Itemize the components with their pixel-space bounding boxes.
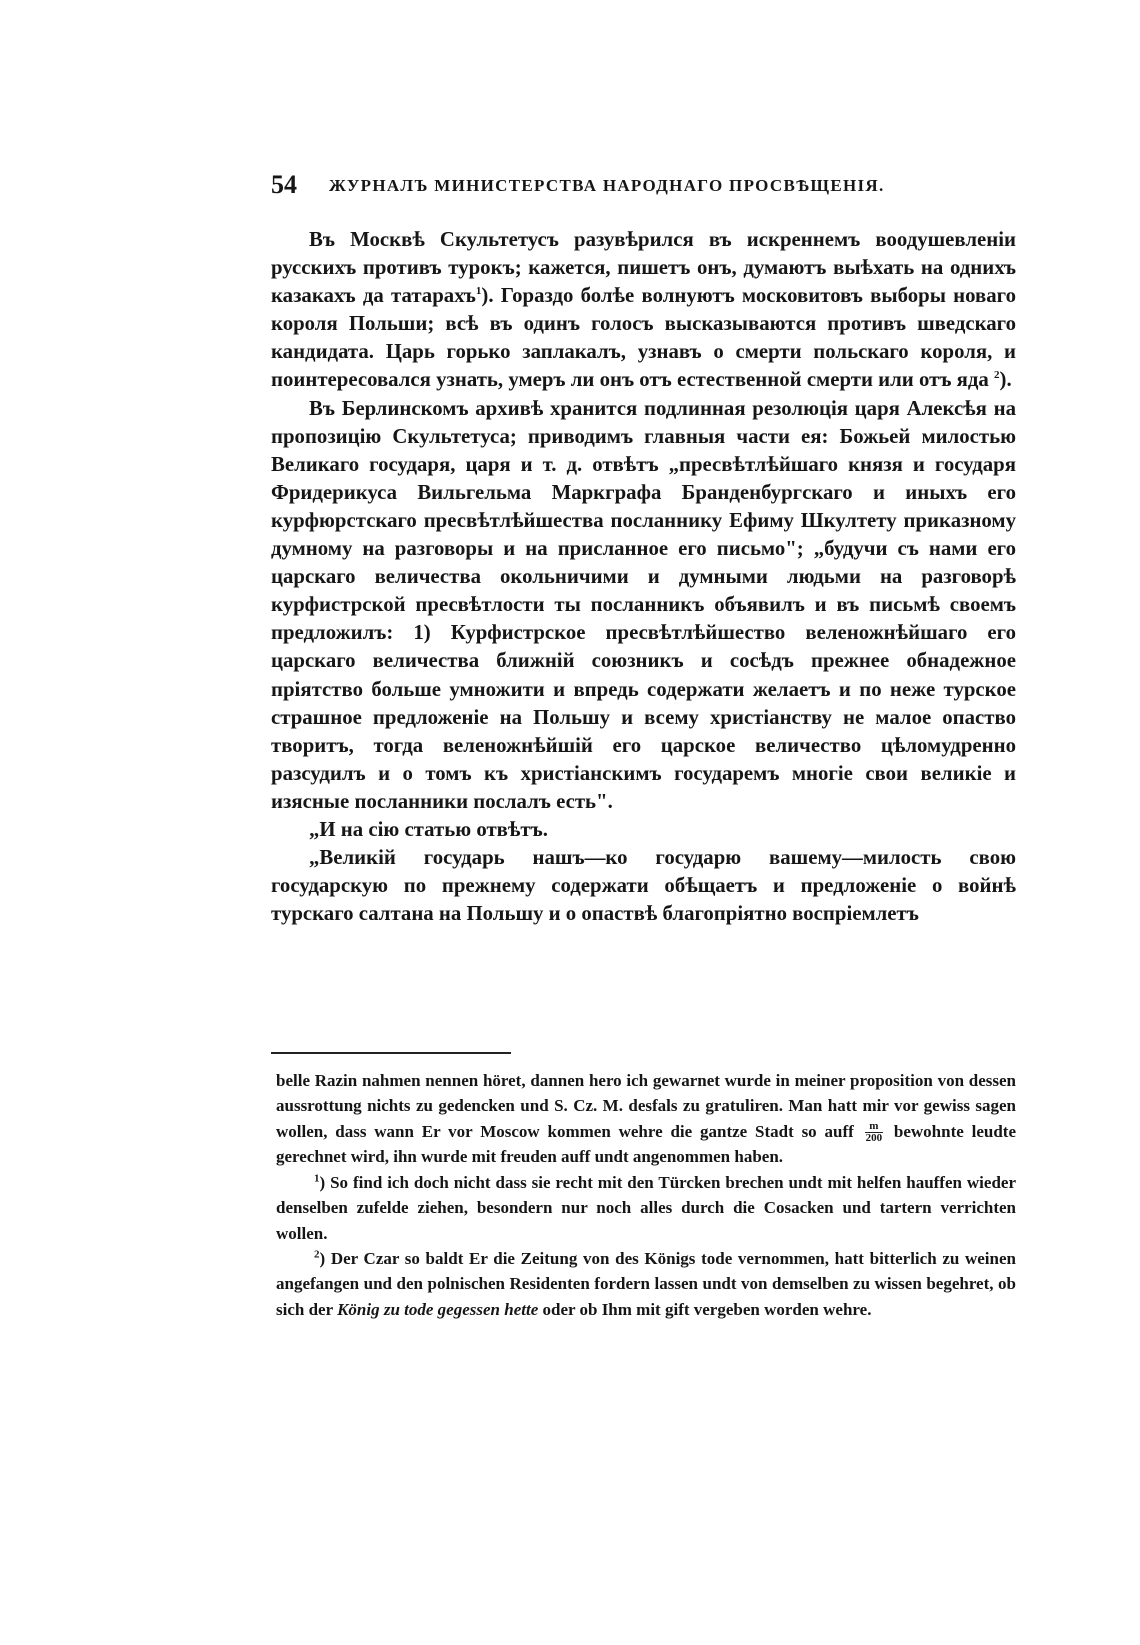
footnote-ref-2: 2 xyxy=(994,369,1000,382)
running-title: ЖУРНАЛЪ МИНИСТЕРСТВА НАРОДНАГО ПРОСВѢЩЕНІЯ. xyxy=(329,176,885,195)
main-text xyxy=(271,226,1016,928)
footnote-1: $^1$) So find ich doch nicht dass sie recht mit den Türcken brechen undt mit helfen hauffen wieder denselben zufelde ziehen, besondern nur noch alles durch die Cosacken und tartern verrichten wollen. xyxy=(276,1172,1016,1243)
paragraph-moscow: Въ Москвѣ Скультетусъ разувѣрился въ искреннемъ воодушевленіи русскихъ противъ турокъ; кажется, пишетъ онъ, думаютъ выѣхать на однихъ казакахъ да татарахъ$^1$). Гораздо болѣе волнуютъ московитовъ выборы новаго короля Польши; всѣ въ одинъ голосъ высказываются противъ шведскаго кандидата. Царь горько заплакалъ, узнавъ о смерти польскаго короля, и поинтересовался узнать, умеръ ли онъ отъ естественной смерти или отъ яда $^2$). xyxy=(271,228,1016,392)
paragraph-answer-heading: „И на сію статью отвѣтъ. xyxy=(309,817,548,841)
page-header xyxy=(271,170,1016,206)
footnote-divider xyxy=(271,1052,511,1054)
footnotes xyxy=(276,1068,1016,1322)
paragraph-berlin-archive: Въ Берлинскомъ архивѣ хранится подлинная резолюція царя Алексѣя на пропозицію Скультетуса; приводимъ главныя части ея: Божьей милостью Великаго государя, царя и т. д. отвѣтъ „пресвѣтлѣйшаго князя и государя Фридерикуса Вильгельма Маркграфа Бранденбургскаго и иныхъ его курфюрстскаго пресвѣтлѣйшества посланнику Ефиму Шкултету приказному думному на разговоры и на присланное его письмо"; „будучи съ нами его царскаго величества окольничими и думными людьми на разговорѣ курфистрской пресвѣтлости ты посланникъ объявилъ и въ письмѣ своемъ предложилъ: 1) Курфистрское пресвѣтлѣйшество веленожнѣйшаго его царскаго величества ближній союзникъ и сосѣдъ прежнее обнадежное пріятство больше умножити и впредь содержати желаетъ и по неже турское страшное предложеніе на Польшу и всему христіанству не малое опаство творитъ, тогда веленожнѣйшій его царское величество цѣломудренно разсудилъ и о томъ къ христіанскимъ государемъ многіе свои великіе и изясные посланники послалъ есть". xyxy=(271,396,1016,813)
page-number: 54 xyxy=(271,170,297,199)
footnote-continuation: belle Razin nahmen nennen höret, dannen hero ich gewarnet wurde in meiner proposition von dessen aussrottung nichts zu gedencken und S. Cz. M. desfals zu gratuliren. Man hatt mir vor gewiss sagen wollen, dass wann Er vor Moscow kommen wehre die gantze Stadt so auff $\frac{m}{200}$ bewohnte leudte gerechnet wird, ihn wurde mit freuden auff undt angenommen haben. xyxy=(276,1071,1016,1167)
fraction: $\frac{m}{200}$ xyxy=(865,1120,883,1145)
footnote-2: $^2$) Der Czar so baldt Er die Zeitung von des Königs tode vernommen, hatt bitterlich zu weinen angefangen und den polnischen Residenten fordern lassen undt von demselben zu wissen begehret, ob sich der König zu tode gegessen hette oder ob Ihm mit gift vergeben worden wehre. xyxy=(276,1248,1016,1319)
paragraph-great-sovereign: „Великій государь нашъ—ко государю вашему—милость свою государскую по прежнему содержати обѣщаетъ и предложеніе о войнѣ турскаго салтана на Польшу и о опаствѣ благопріятно воспріемлетъ xyxy=(271,846,1016,926)
footnote-ref-1: 1 xyxy=(475,285,482,298)
